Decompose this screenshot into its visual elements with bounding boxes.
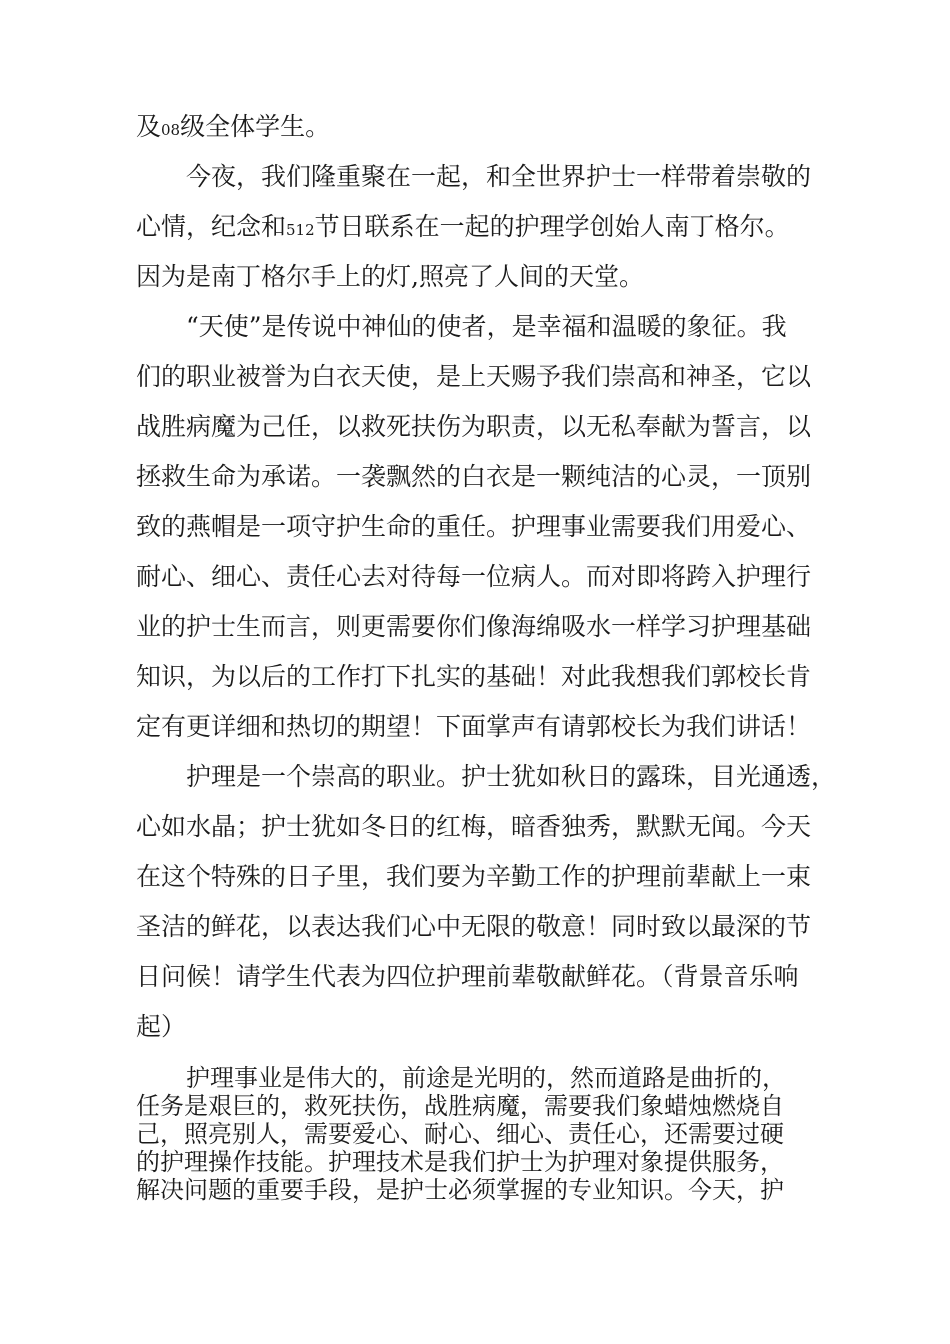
paragraph-2 xyxy=(136,152,826,302)
text-run-number: 08 xyxy=(161,121,181,139)
paragraph-4 xyxy=(136,752,837,1052)
text-line: 心如水晶；护士犹如冬日的红梅，暗香独秀，默默无闻。今天 xyxy=(136,812,812,841)
text-line: 在这个特殊的日子里，我们要为辛勤工作的护理前辈献上一束 xyxy=(136,862,812,891)
text-line: 业的护士生而言，则更需要你们像海绵吸水一样学习护理基础 xyxy=(136,612,812,641)
text-run: 心情，纪念和 xyxy=(136,212,287,241)
text-line: 今夜，我们隆重聚在一起，和全世界护士一样带着崇敬的 xyxy=(186,162,812,191)
text-line: “天使”是传说中神仙的使者，是幸福和温暖的象征。我 xyxy=(186,312,787,341)
text-line: 致的燕帽是一项守护生命的重任。护理事业需要我们用爱心、 xyxy=(136,512,812,541)
text-line xyxy=(136,202,826,252)
text-run: 级全体学生。 xyxy=(180,112,331,141)
paragraph-5 xyxy=(136,1064,826,1204)
text-line: 解决问题的重要手段，是护士必须掌握的专业知识。今天，护 xyxy=(136,1176,784,1204)
text-line: 的护理操作技能。护理技术是我们护士为护理对象提供服务， xyxy=(136,1148,784,1176)
text-line: 护理事业是伟大的，前途是光明的，然而道路是曲折的， xyxy=(186,1064,786,1092)
text-run: 节日联系在一起的护理学创始人南丁格尔。 xyxy=(314,212,790,241)
text-line: 定有更详细和热切的期望！下面掌声有请郭校长为我们讲话！ xyxy=(136,712,812,741)
text-line: 因为是南丁格尔手上的灯,照亮了人间的天堂。 xyxy=(136,262,644,291)
paragraph-1 xyxy=(136,102,826,152)
text-line: 知识，为以后的工作打下扎实的基础！对此我想我们郭校长肯 xyxy=(136,662,812,691)
text-run-number: 512 xyxy=(286,221,315,239)
text-line: 护理是一个崇高的职业。护士犹如秋日的露珠，目光通透， xyxy=(186,762,837,791)
text-line xyxy=(136,102,826,152)
text-line: 耐心、细心、责任心去对待每一位病人。而对即将跨入护理行 xyxy=(136,562,812,591)
text-run: 及 xyxy=(136,112,162,141)
text-line: 任务是艰巨的，救死扶伤，战胜病魔，需要我们象蜡烛燃烧自 xyxy=(136,1092,784,1120)
paragraph-3 xyxy=(136,302,826,752)
text-line: 圣洁的鲜花，以表达我们心中无限的敬意！同时致以最深的节 xyxy=(136,912,812,941)
text-line: 们的职业被誉为白衣天使，是上天赐予我们崇高和神圣，它以 xyxy=(136,362,812,391)
text-line: 战胜病魔为己任，以救死扶伤为职责，以无私奉献为誓言，以 xyxy=(136,412,812,441)
text-line: 己，照亮别人，需要爱心、耐心、细心、责任心，还需要过硬 xyxy=(136,1120,784,1148)
text-line: 拯救生命为承诺。一袭飘然的白衣是一颗纯洁的心灵，一顶别 xyxy=(136,462,812,491)
text-line: 起） xyxy=(136,1012,187,1041)
text-line: 日问候！请学生代表为四位护理前辈敬献鲜花。（背景音乐响 xyxy=(136,962,799,991)
